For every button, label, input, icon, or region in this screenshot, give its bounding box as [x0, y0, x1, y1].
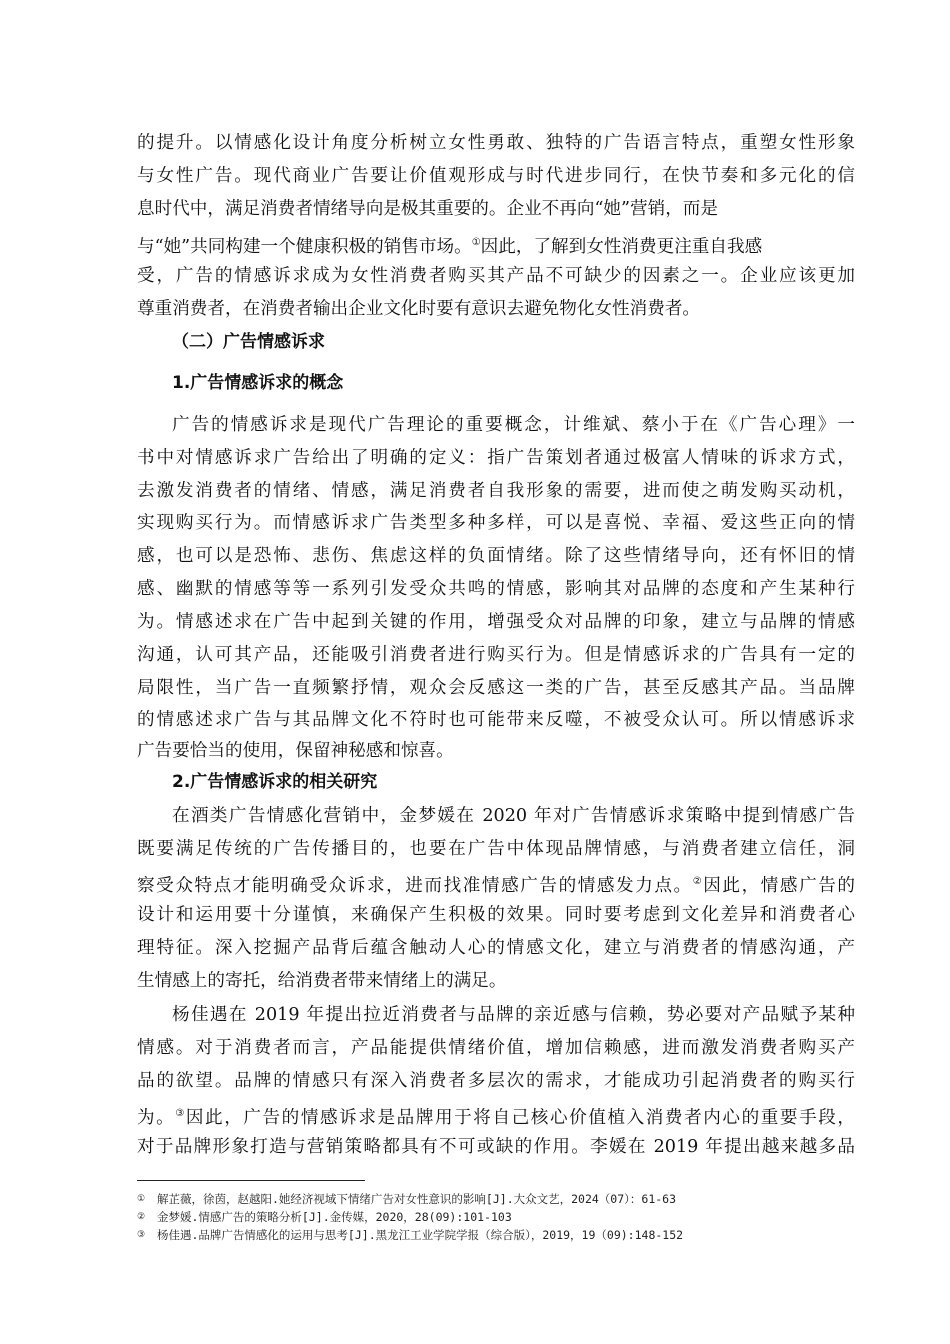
text-line: 杨佳遇在 2019 年提出拉近消费者与品牌的亲近感与信赖，势必要对产品赋予某种: [172, 1005, 855, 1025]
text-line: 与女性广告。现代商业广告要让价值观形成与时代进步同行，在快节奏和多元化的信: [137, 166, 855, 186]
footnote: ③ 杨佳遇.品牌广告情感化的运用与思考[J].黑龙江工业学院学报（综合版），2019，19（09):148-152: [137, 1228, 684, 1242]
text-line: 受，广告的情感诉求成为女性消费者购买其产品不可缺少的因素之一。企业应该更加: [137, 266, 855, 286]
text-line: 品的欲望。品牌的情感只有深入消费者多层次的需求，才能成功引起消费者的购买行: [137, 1071, 855, 1091]
text-line: 情感。对于消费者而言，产品能提供情绪价值，增加信赖感，进而激发消费者购买产: [137, 1038, 855, 1058]
footnote-ref[interactable]: ③: [175, 1108, 186, 1119]
text-line: 息时代中，满足消费者情绪导向是极其重要的。企业不再向“她”营销，而是: [137, 199, 718, 219]
text-line: 感、幽默的情感等等一系列引发受众共鸣的情感，影响其对品牌的态度和产生某种行: [137, 579, 855, 599]
text-line: 在酒类广告情感化营销中，金梦媛在 2020 年对广告情感诉求策略中提到情感广告: [172, 806, 855, 826]
text-line: 既要满足传统的广告传播目的，也要在广告中体现品牌情感，与消费者建立信任，洞: [137, 839, 855, 859]
text-line: 去激发消费者的情绪、情感，满足消费者自我形象的需要，进而使之萌发购买动机，: [137, 481, 855, 501]
subsection-heading: 1.广告情感诉求的概念: [172, 373, 344, 393]
text-line: 局限性，当广告一直频繁抒情，观众会反感这一类的广告，甚至反感其产品。当品牌: [137, 678, 855, 698]
text-line: 感，也可以是恐怖、悲伤、焦虑这样的负面情绪。除了这些情绪导向，还有怀旧的情: [137, 546, 855, 566]
text-line: 尊重消费者，在消费者输出企业文化时要有意识去避免物化女性消费者。: [137, 299, 701, 319]
text-line: 为。情感述求在广告中起到关键的作用，增强受众对品牌的印象，建立与品牌的情感: [137, 612, 855, 632]
footnote: ② 金梦媛.情感广告的策略分析[J].金传媒，2020，28(09):101-103: [137, 1210, 512, 1224]
text-line: 实现购买行为。而情感诉求广告类型多种多样，可以是喜悦、幸福、爱这些正向的情: [137, 513, 855, 533]
footnote-ref[interactable]: ②: [692, 876, 704, 887]
text-line: 沟通，认可其产品，还能吸引消费者进行购买行为。但是情感诉求的广告具有一定的: [137, 645, 855, 665]
text-line: 生情感上的寄托，给消费者带来情绪上的满足。: [137, 971, 507, 991]
text-line: 广告的情感诉求是现代广告理论的重要概念，计维斌、蔡小于在《广告心理》一: [172, 415, 855, 435]
text-line: 为。③因此，广告的情感诉求是品牌用于将自己核心价值植入消费者内心的重要手段，: [137, 1108, 855, 1128]
subsection-heading: 2.广告情感诉求的相关研究: [172, 772, 378, 792]
footnote: ① 解芷薇，徐茵，赵越阳.她经济视域下情绪广告对女性意识的影响[J].大众文艺，2024（07）：61-63: [137, 1192, 677, 1206]
text-line: 设计和运用要十分谨慎，来确保产生积极的效果。同时要考虑到文化差异和消费者心: [137, 905, 855, 925]
text-line: 理特征。深入挖掘产品背后蕴含触动人心的情感文化，建立与消费者的情感沟通，产: [137, 938, 855, 958]
text-line: 对于品牌形象打造与营销策略都具有不可或缺的作用。李媛在 2019 年提出越来越多品: [137, 1137, 855, 1157]
footnote-ref[interactable]: ①: [471, 237, 481, 248]
text-line: 察受众特点才能明确受众诉求，进而找准情感广告的情感发力点。②因此，情感广告的: [137, 876, 855, 896]
footnote-divider: [137, 1180, 365, 1181]
text-line: 的提升。以情感化设计角度分析树立女性勇敢、独特的广告语言特点，重塑女性形象: [137, 133, 855, 153]
text-line: 与“她”共同构建一个健康积极的销售市场。①因此，了解到女性消费更注重自我感: [137, 237, 763, 257]
section-heading: （二）广告情感诉求: [172, 332, 325, 352]
text-line: 的情感述求广告与其品牌文化不符时也可能带来反噬，不被受众认可。所以情感诉求: [137, 710, 855, 730]
text-line: 广告要恰当的使用，保留神秘感和惊喜。: [137, 741, 454, 761]
text-line: 书中对情感诉求广告给出了明确的定义：指广告策划者通过极富人情味的诉求方式，: [137, 448, 855, 468]
